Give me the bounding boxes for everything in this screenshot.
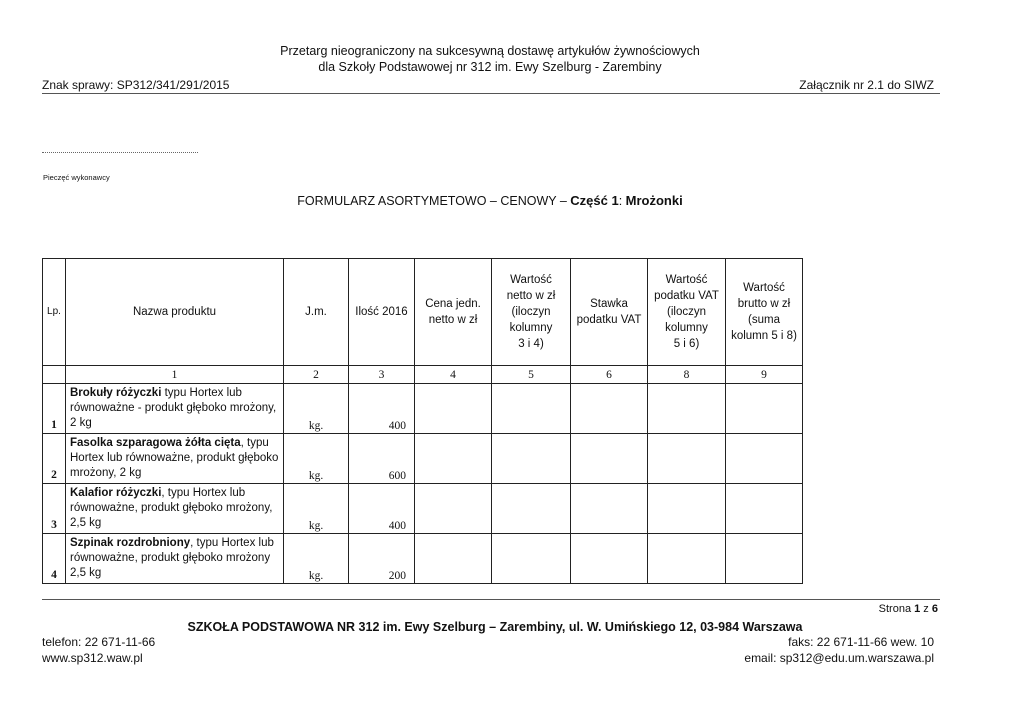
unit-price-cell[interactable]	[415, 384, 492, 434]
page-prefix: Strona	[878, 603, 915, 615]
gross-value-cell[interactable]	[726, 484, 803, 534]
col-number: 3	[349, 366, 415, 384]
vat-rate-cell[interactable]	[571, 484, 648, 534]
gross-value-cell[interactable]	[726, 384, 803, 434]
email-link[interactable]: email: sp312@edu.um.warszawa.pl	[744, 651, 934, 665]
page-total: 6	[931, 603, 938, 615]
table-header-row	[43, 259, 803, 366]
row-lp: 3	[43, 484, 66, 534]
header-divider	[42, 93, 940, 94]
row-unit: kg.	[284, 534, 349, 584]
fax: faks: 22 671-11-66 wew. 10	[788, 635, 934, 649]
column-number-row	[43, 366, 803, 384]
col-header-unit: J.m.	[284, 259, 349, 366]
form-part-label: Część 1	[570, 193, 619, 208]
product-name-bold: Fasolka szparagowa żółta cięta	[70, 437, 241, 449]
vat-value-cell[interactable]	[648, 384, 726, 434]
product-name-bold: Szpinak rozdrobniony	[70, 537, 191, 549]
col-header-product-name: Nazwa produktu	[66, 259, 284, 366]
vat-rate-cell[interactable]	[571, 384, 648, 434]
col-header-lp: Lp.	[43, 259, 66, 366]
col-header-gross-value: Wartość brutto w zł (suma kolumn 5 i 8)	[726, 259, 803, 366]
tender-title-line1: Przetarg nieograniczony na sukcesywną dostawę artykułów żywnościowych	[280, 44, 700, 58]
case-number: Znak sprawy: SP312/341/291/2015	[42, 78, 230, 92]
col-number: 8	[648, 366, 726, 384]
product-name-bold: Kalafior różyczki	[70, 487, 162, 499]
table-row	[43, 534, 803, 584]
gross-value-cell[interactable]	[726, 434, 803, 484]
vat-value-cell[interactable]	[648, 434, 726, 484]
row-unit: kg.	[284, 434, 349, 484]
form-title-prefix: FORMULARZ ASORTYMETOWO – CENOWY –	[297, 194, 571, 208]
net-value-cell[interactable]	[492, 484, 571, 534]
vat-rate-cell[interactable]	[571, 534, 648, 584]
phone: telefon: 22 671-11-66	[42, 635, 156, 649]
tender-title-line2: dla Szkoły Podstawowej nr 312 im. Ewy Szelburg - Zarembiny	[318, 60, 662, 74]
row-lp: 1	[43, 384, 66, 434]
website-link[interactable]: www.sp312.waw.pl	[42, 651, 143, 665]
row-quantity: 600	[349, 434, 415, 484]
net-value-cell[interactable]	[492, 384, 571, 434]
annex-label: Załącznik nr 2.1 do SIWZ	[799, 78, 934, 92]
unit-price-cell[interactable]	[415, 484, 492, 534]
stamp-label: Pieczęć wykonawcy	[43, 173, 110, 182]
product-name-rest: , typu Hortex lub równoważne, produkt głęboko mrożony 2,5 kg	[70, 537, 274, 579]
row-quantity: 400	[349, 484, 415, 534]
row-quantity: 200	[349, 534, 415, 584]
vat-value-cell[interactable]	[648, 484, 726, 534]
price-form-table	[42, 258, 803, 584]
col-header-net-value: Wartość netto w zł (iloczyn kolumny 3 i 4)	[492, 259, 571, 366]
unit-price-cell[interactable]	[415, 434, 492, 484]
col-number: 2	[284, 366, 349, 384]
stamp-signature-line	[42, 152, 198, 153]
form-title	[0, 193, 980, 208]
product-name	[66, 484, 284, 534]
product-name-rest: , typu Hortex lub równoważne, produkt głęboko mrożony, 2,5 kg	[70, 487, 273, 529]
form-part-name: Mrożonki	[625, 193, 683, 208]
product-name-rest: , typu Hortex lub równoważne, produkt głęboko mrożony, 2 kg	[70, 437, 279, 479]
table-row	[43, 384, 803, 434]
col-number: 9	[726, 366, 803, 384]
table-row	[43, 434, 803, 484]
row-quantity: 400	[349, 384, 415, 434]
unit-price-cell[interactable]	[415, 534, 492, 584]
product-name	[66, 384, 284, 434]
col-number: 1	[66, 366, 284, 384]
net-value-cell[interactable]	[492, 434, 571, 484]
col-header-quantity: Ilość 2016	[349, 259, 415, 366]
footer-divider	[42, 599, 940, 600]
row-unit: kg.	[284, 384, 349, 434]
row-unit: kg.	[284, 484, 349, 534]
row-lp: 4	[43, 534, 66, 584]
vat-value-cell[interactable]	[648, 534, 726, 584]
table-row	[43, 484, 803, 534]
col-number: 5	[492, 366, 571, 384]
gross-value-cell[interactable]	[726, 534, 803, 584]
net-value-cell[interactable]	[492, 534, 571, 584]
col-number: 4	[415, 366, 492, 384]
col-header-unit-price: Cena jedn. netto w zł	[415, 259, 492, 366]
product-name	[66, 434, 284, 484]
col-header-vat-value: Wartość podatku VAT (iloczyn kolumny 5 i 6)	[648, 259, 726, 366]
page-current: 1	[914, 603, 921, 615]
school-address: SZKOŁA PODSTAWOWA NR 312 im. Ewy Szelburg – Zarembiny, ul. W. Umińskiego 12, 03-984 Warszawa	[187, 620, 803, 634]
col-number: 6	[571, 366, 648, 384]
page-mid: z	[920, 603, 932, 615]
col-header-vat-rate: Stawka podatku VAT	[571, 259, 648, 366]
vat-rate-cell[interactable]	[571, 434, 648, 484]
product-name-bold: Brokuły różyczki	[70, 387, 162, 399]
product-name-rest: typu Hortex lub równoważne - produkt głęboko mrożony, 2 kg	[70, 387, 277, 429]
row-lp: 2	[43, 434, 66, 484]
page-number	[879, 603, 938, 615]
product-name	[66, 534, 284, 584]
form-part-sep: :	[618, 194, 626, 208]
tender-title	[0, 43, 980, 75]
col-number	[43, 366, 66, 384]
